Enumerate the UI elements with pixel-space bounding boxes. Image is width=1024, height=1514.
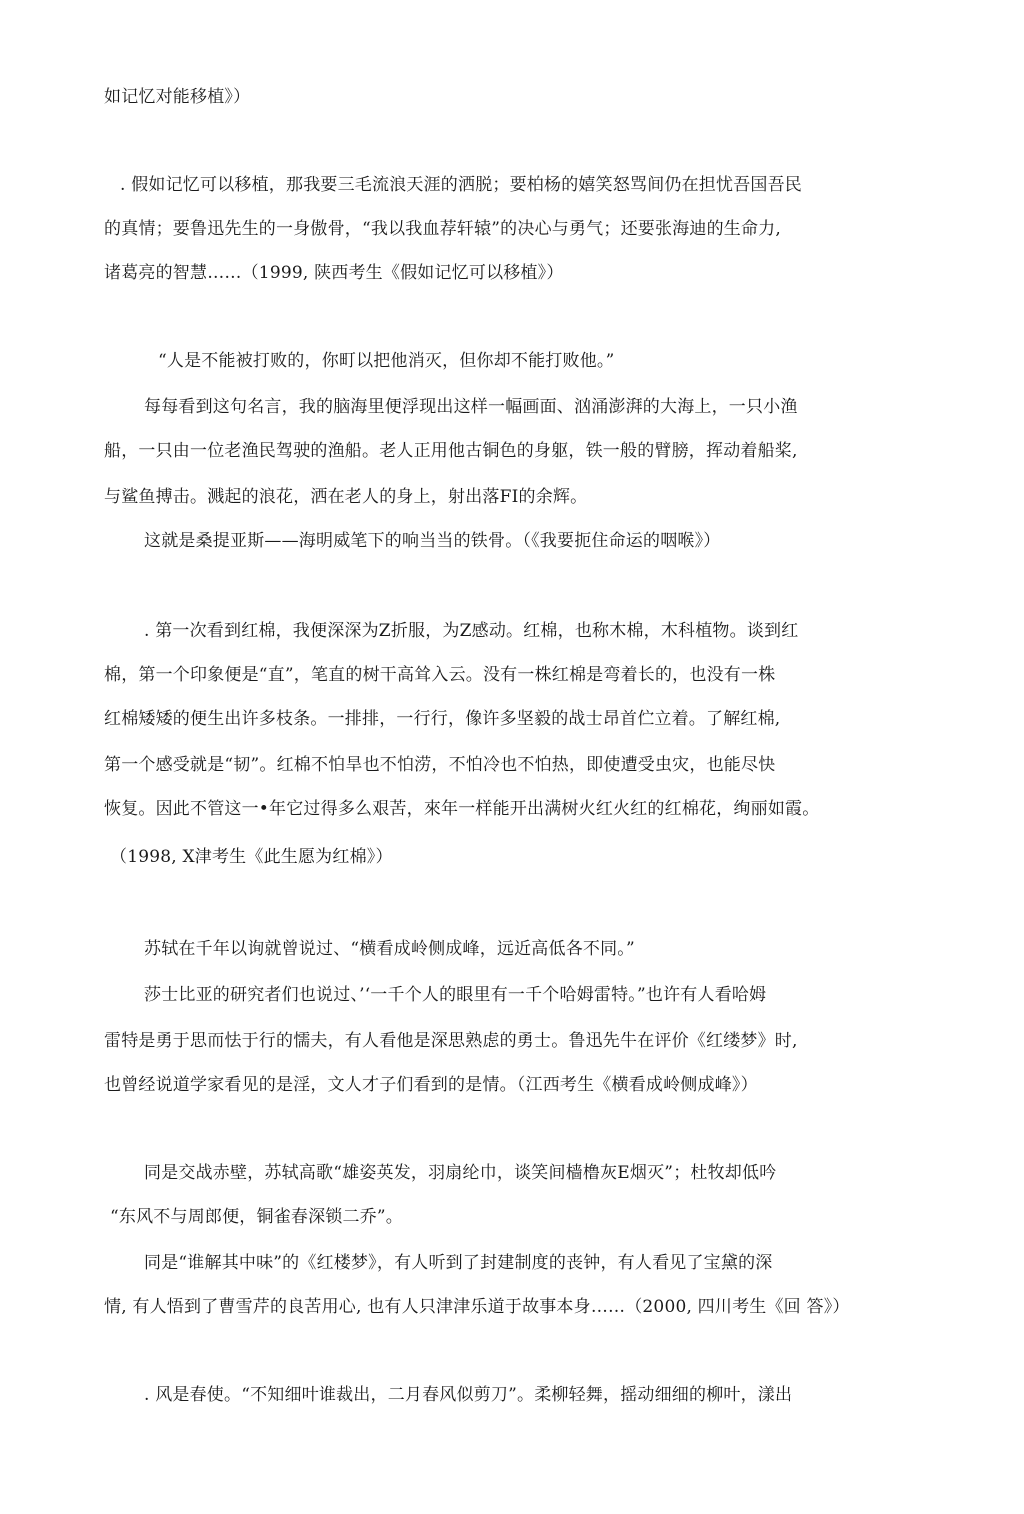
- text-line: 与鲨鱼搏击。溅起的浪花，洒在老人的身上，射出落FI的余辉。: [104, 487, 588, 507]
- text-line: 也曾经说道学家看见的是淫，文人才子们看到的是情。（江西考生《横看成岭侧成峰》）: [104, 1075, 758, 1095]
- text-line: 同是“谁解其中味”的《红楼梦》，有人听到了封建制度的丧钟，有人看见了宝黛的深: [144, 1253, 773, 1273]
- text-line: 莎士比亚的研究者们也说过、’‘一千个人的眼里有一千个哈姆雷特。”也许有人看哈姆: [144, 985, 767, 1005]
- text-line: 同是交战赤壁，苏轼高歌“雄姿英发，羽扇纶巾，谈笑间樯橹灰E烟灭”；杜牧却低吟: [144, 1163, 777, 1183]
- text-line: 红棉矮矮的便生出许多枝条。一排排，一行行，像许多坚毅的战士昂首伫立着。了解红棉,: [104, 709, 781, 729]
- text-line: 的真情；要鲁迅先生的一身傲骨，“我以我血荐轩辕”的决心与勇气；还要张海迪的生命力,: [104, 219, 781, 239]
- text-line: 如记忆对能移植》）: [104, 87, 251, 107]
- text-line: 这就是桑提亚斯——海明威笔下的响当当的铁骨。（《我要扼住命运的咽喉》）: [144, 531, 721, 551]
- text-line: 恢复。因此不管这一•年它过得多么艰苦，來年一样能开出满树火红火红的红棉花，绚丽如霞。: [104, 799, 820, 819]
- text-line: 每每看到这句名言，我的脑海里便浮现出这样一幅画面、汹涌澎湃的大海上，一只小渔: [144, 397, 798, 417]
- text-line: 第一个感受就是“韧”。红棉不怕旱也不怕涝，不怕冷也不怕热，即使遭受虫灾，也能尽快: [104, 755, 776, 775]
- text-line: 船，一只由一位老渔民驾驶的渔船。老人正用他古铜色的身躯，铁一般的臂膀，挥动着船桨,: [104, 441, 798, 461]
- text-line: 诸葛亮的智慧……（1999, 陕西考生《假如记忆可以移植》）: [104, 263, 564, 283]
- text-line: . 第一次看到红棉，我便深深为Z折服，为Z感动。红棉，也称木棉，木科植物。谈到红: [144, 621, 799, 641]
- text-line: （1998, X津考生《此生愿为红棉》）: [110, 847, 393, 867]
- text-line: 苏轼在千年以询就曾说过、“横看成岭侧成峰，远近高低各不同。”: [144, 939, 635, 959]
- text-line: 雷特是勇于思而怯于行的懦夫，有人看他是深思熟虑的勇士。鲁迅先牛在评价《红缕梦》时,: [104, 1031, 798, 1051]
- text-line: 情, 有人悟到了曹雪芹的良苦用心, 也有人只津津乐道于故事本身……（2000, 四川考生《回 答》）: [104, 1297, 850, 1317]
- text-line: . 假如记忆可以移植，那我要三毛流浪天涯的洒脱；要柏杨的嬉笑怒骂间仍在担忧吾国吾民: [120, 175, 803, 195]
- text-line: “人是不能被打败的，你町以把他消灭，但你却不能打败他。”: [158, 351, 615, 371]
- text-line: . 风是春使。“不知细叶谁裁出，二月春风似剪刀”。柔柳轻舞，摇动细细的柳叶，漾出: [144, 1385, 793, 1405]
- text-line: 棉，第一个印象便是“直”，笔直的树干高耸入云。没有一株红棉是弯着长的，也没有一株: [104, 665, 776, 685]
- text-line: “东风不与周郎便，铜雀春深锁二乔”。: [110, 1207, 403, 1227]
